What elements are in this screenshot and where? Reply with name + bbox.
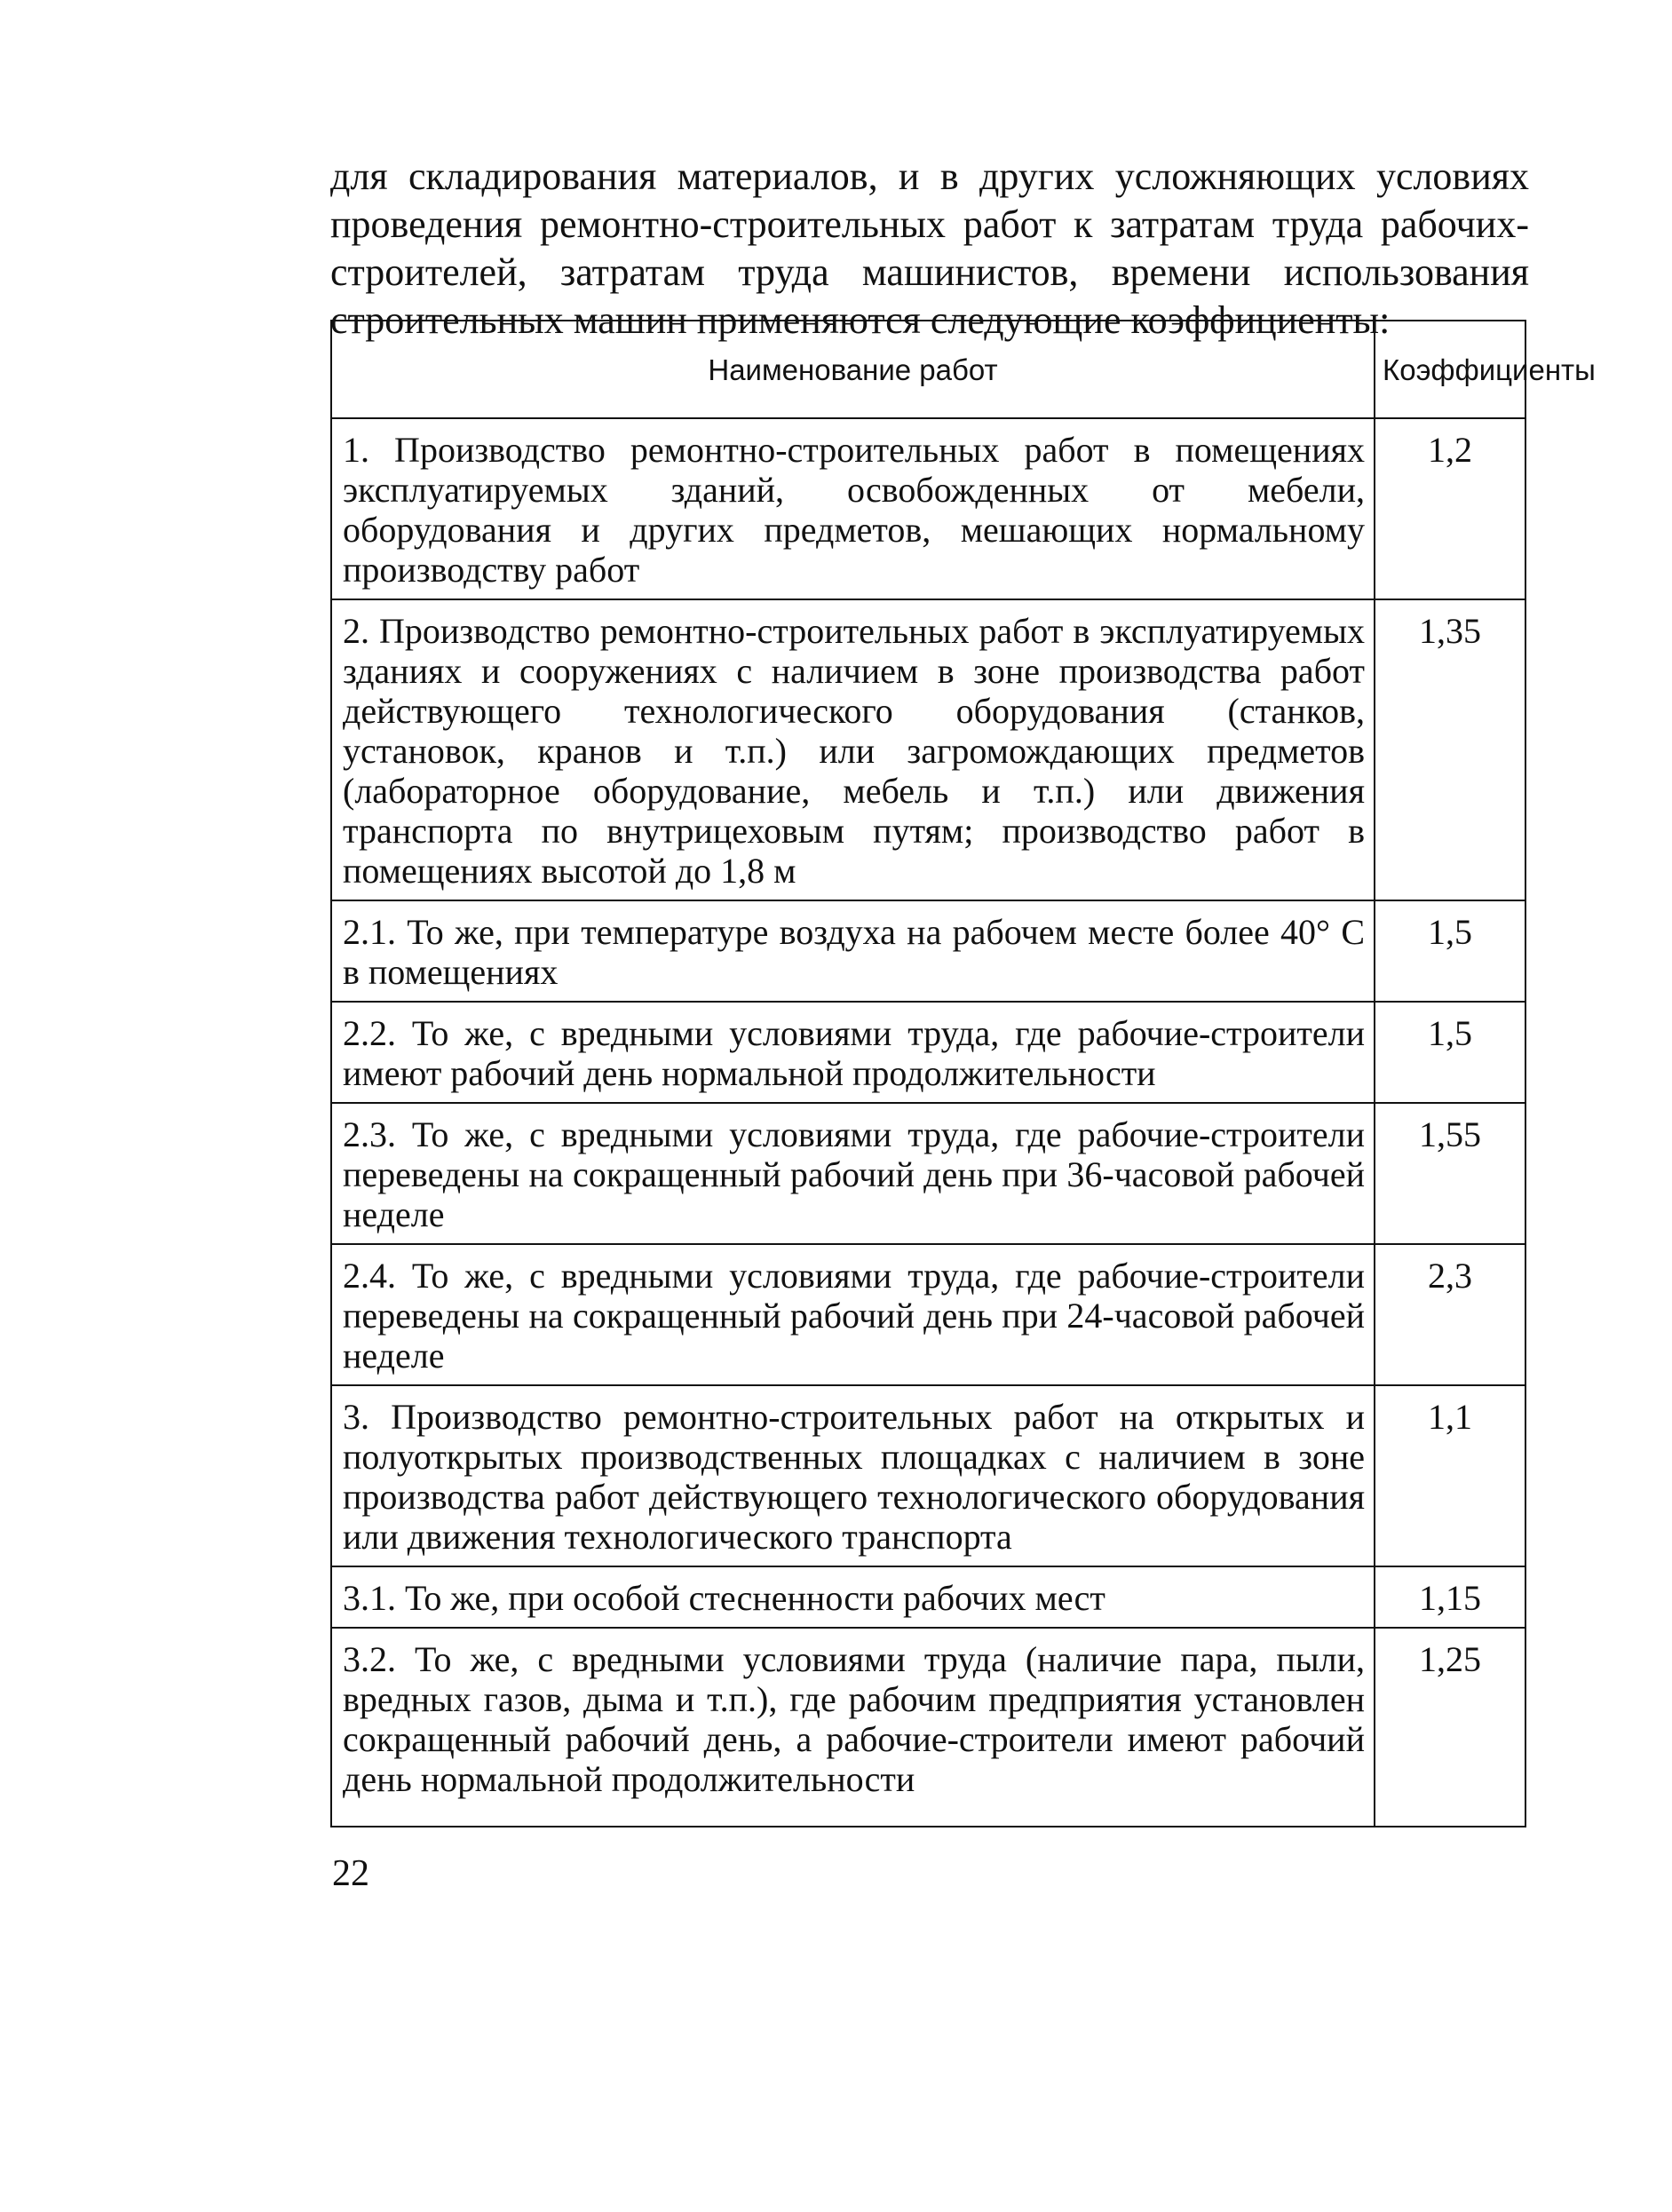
table-row: [331, 1566, 1525, 1628]
table-row: [331, 418, 1525, 599]
row-name: 2.3. То же, с вредными условиями труда, где рабочие-строители переведены на сокращенный рабочий день при 36-часовой рабочей неделе: [331, 1103, 1375, 1244]
page-number: 22: [332, 1853, 369, 1894]
table-header-row: [331, 321, 1525, 418]
row-value: 1,2: [1375, 418, 1525, 599]
row-value: 1,35: [1375, 599, 1525, 900]
row-name: 2. Производство ремонтно-строительных работ в эксплуатируемых зданиях и сооружениях с наличием в зоне производства работ действующего технологического оборудования (станков, установок, кранов и т.п.) или загромождающих предметов (лабораторное оборудование, мебель и т.п.) или движения транспорта по внутрицеховым путям; производство работ в помещениях высотой до 1,8 м: [331, 599, 1375, 900]
coefficients-table: [330, 320, 1596, 1827]
intro-paragraph: для складирования материалов, и в других усложняющих условиях проведения ремонтно-строительных работ к затратам труда рабочих-строителей, затратам труда машинистов, времени использования строительных машин применяются следующие коэффициенты:: [330, 155, 1529, 342]
row-value: 1,1: [1375, 1385, 1525, 1566]
table-row: [331, 1002, 1525, 1103]
row-name: 2.1. То же, при температуре воздуха на рабочем месте более 40° С в помещениях: [331, 900, 1375, 1002]
row-value: 2,3: [1375, 1244, 1525, 1385]
row-value: 1,25: [1375, 1628, 1525, 1827]
header-value: Коэффициенты: [1375, 321, 1525, 418]
table-row: [331, 1103, 1525, 1244]
table-row: [331, 900, 1525, 1002]
row-name: 3.1. То же, при особой стесненности рабочих мест: [331, 1566, 1375, 1628]
header-name: Наименование работ: [331, 321, 1375, 418]
row-name: 2.4. То же, с вредными условиями труда, где рабочие-строители переведены на сокращенный рабочий день при 24-часовой рабочей неделе: [331, 1244, 1375, 1385]
table-row: [331, 599, 1525, 900]
row-name: 3.2. То же, с вредными условиями труда (наличие пара, пыли, вредных газов, дыма и т.п.), где рабочим предприятия установлен сокращенный рабочий день, а рабочие-строители имеют рабочий день нормальной продолжительности: [331, 1628, 1375, 1827]
row-name: 1. Производство ремонтно-строительных работ в помещениях эксплуатируемых зданий, освобожденных от мебели, оборудования и других предметов, мешающих нормальному производству работ: [331, 418, 1375, 599]
row-value: 1,15: [1375, 1566, 1525, 1628]
row-value: 1,5: [1375, 1002, 1525, 1103]
table-row: [331, 1385, 1525, 1566]
row-name: 3. Производство ремонтно-строительных работ на открытых и полуоткрытых производственных площадках с наличием в зоне производства работ действующего технологического оборудования или движения технологического транспорта: [331, 1385, 1375, 1566]
table-row: [331, 1244, 1525, 1385]
row-value: 1,5: [1375, 900, 1525, 1002]
row-name: 2.2. То же, с вредными условиями труда, где рабочие-строители имеют рабочий день нормальной продолжительности: [331, 1002, 1375, 1103]
row-value: 1,55: [1375, 1103, 1525, 1244]
table-row: [331, 1628, 1525, 1827]
